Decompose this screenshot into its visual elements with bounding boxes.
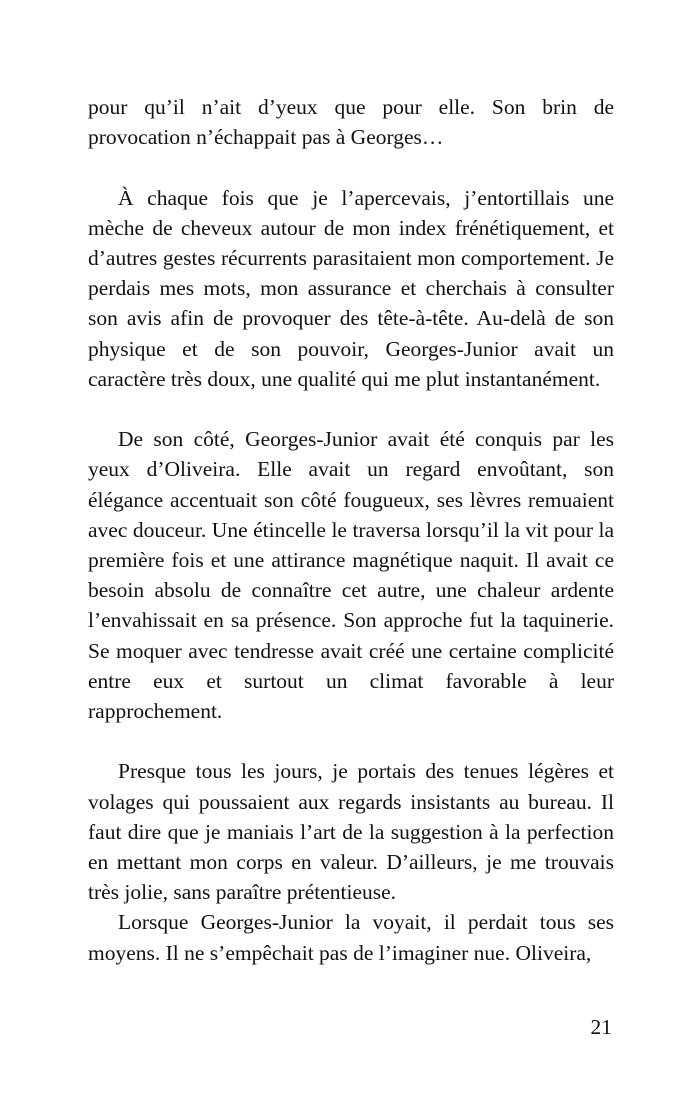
page-number: 21 xyxy=(590,1015,612,1039)
paragraph-continuation: pour qu’il n’ait d’yeux que pour elle. Son brin de provocation n’échappait pas à Georges… xyxy=(88,95,614,150)
paragraph: Lorsque Georges-Junior la voyait, il perdait tous ses moyens. Il ne s’empêchait pas de l’imaginer nue. Oliveira, xyxy=(88,910,614,965)
body-text xyxy=(88,92,614,968)
paragraph: À chaque fois que je l’apercevais, j’entortillais une mèche de cheveux autour de mon index frénétiquement, et d’autres gestes récurrents parasitaient mon comportement. Je perdais mes mots, mon assurance et cherchais à consulter son avis afin de provoquer des tête-à-tête. Au-delà de son physique et de son pouvoir, Georges-Junior avait un caractère très doux, une qualité qui me plut instantanément. xyxy=(88,185,614,391)
paragraph: De son côté, Georges-Junior avait été conquis par les yeux d’Oliveira. Elle avait un regard envoûtant, son élégance accentuait son côté fougueux, ses lèvres remuaient avec douceur. Une étincelle le traversa lorsqu’il la vit pour la première fois et une attirance magnétique naquit. Il avait ce besoin absolu de connaître cet autre, une chaleur ardente l’envahissait en sa présence. Son approche fut la taquinerie. Se moquer avec tendresse avait créé une certaine complicité entre eux et surtout un climat favorable à leur rapprochement. xyxy=(88,427,614,724)
paragraph: Presque tous les jours, je portais des tenues légères et volages qui poussaient aux regards insistants au bureau. Il faut dire que je maniais l’art de la suggestion à la perfection en mettant mon corps en valeur. D’ailleurs, je me trouvais très jolie, sans paraître prétentieuse. xyxy=(88,759,614,905)
